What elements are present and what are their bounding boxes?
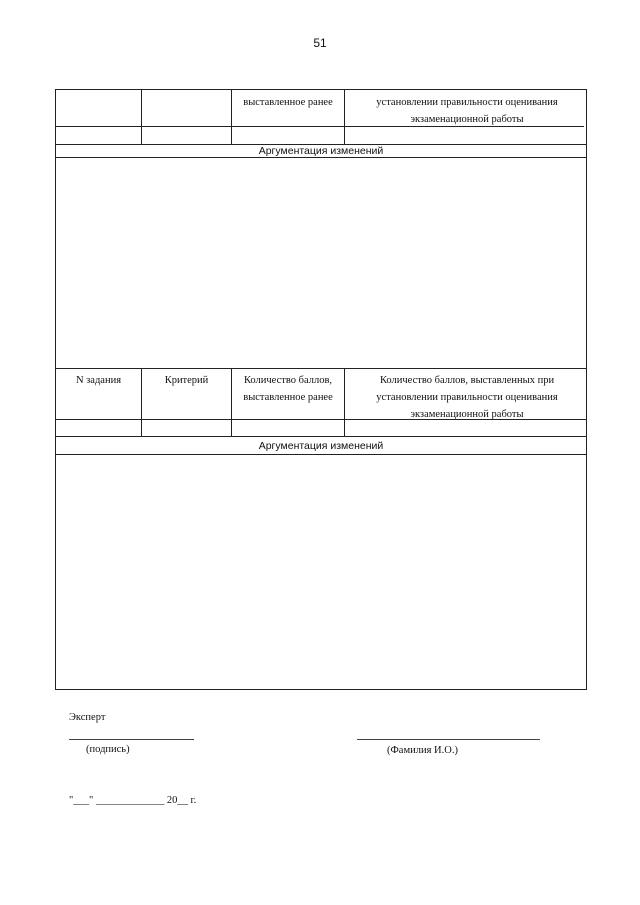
date-line[interactable]: "___" _____________ 20__ г. <box>69 795 197 806</box>
header-score-new: Количество баллов, выставленных при установлении правильности оценивания экзаменационной работы <box>376 375 558 420</box>
col-divider <box>141 90 142 144</box>
argumentation-area-1[interactable] <box>56 158 586 367</box>
row-divider <box>56 436 586 437</box>
argumentation-label-1: Аргументация изменений <box>258 145 384 157</box>
argumentation-area-2[interactable] <box>56 455 586 689</box>
header-task-number: N задания <box>75 375 122 386</box>
col-divider <box>344 90 345 144</box>
page-number: 51 <box>313 36 327 50</box>
row-divider <box>56 368 586 369</box>
header-criterion: Критерий <box>164 375 209 386</box>
protocol-table <box>55 89 587 690</box>
name-line[interactable] <box>357 739 540 740</box>
name-caption: (Фамилия И.О.) <box>387 745 458 756</box>
argumentation-label-2: Аргументация изменений <box>258 440 384 452</box>
signature-line[interactable] <box>69 739 194 740</box>
header-score-prev: Количество баллов, выставленное ранее <box>243 375 333 403</box>
score-new-header-cont: установлении правильности оценивания экзаменационной работы <box>376 97 558 125</box>
expert-label: Эксперт <box>69 712 106 723</box>
signature-caption: (подпись) <box>86 744 130 755</box>
score-prev-header-cont: выставленное ранее <box>243 97 333 108</box>
row-divider <box>56 126 584 127</box>
table-row[interactable] <box>56 420 586 436</box>
